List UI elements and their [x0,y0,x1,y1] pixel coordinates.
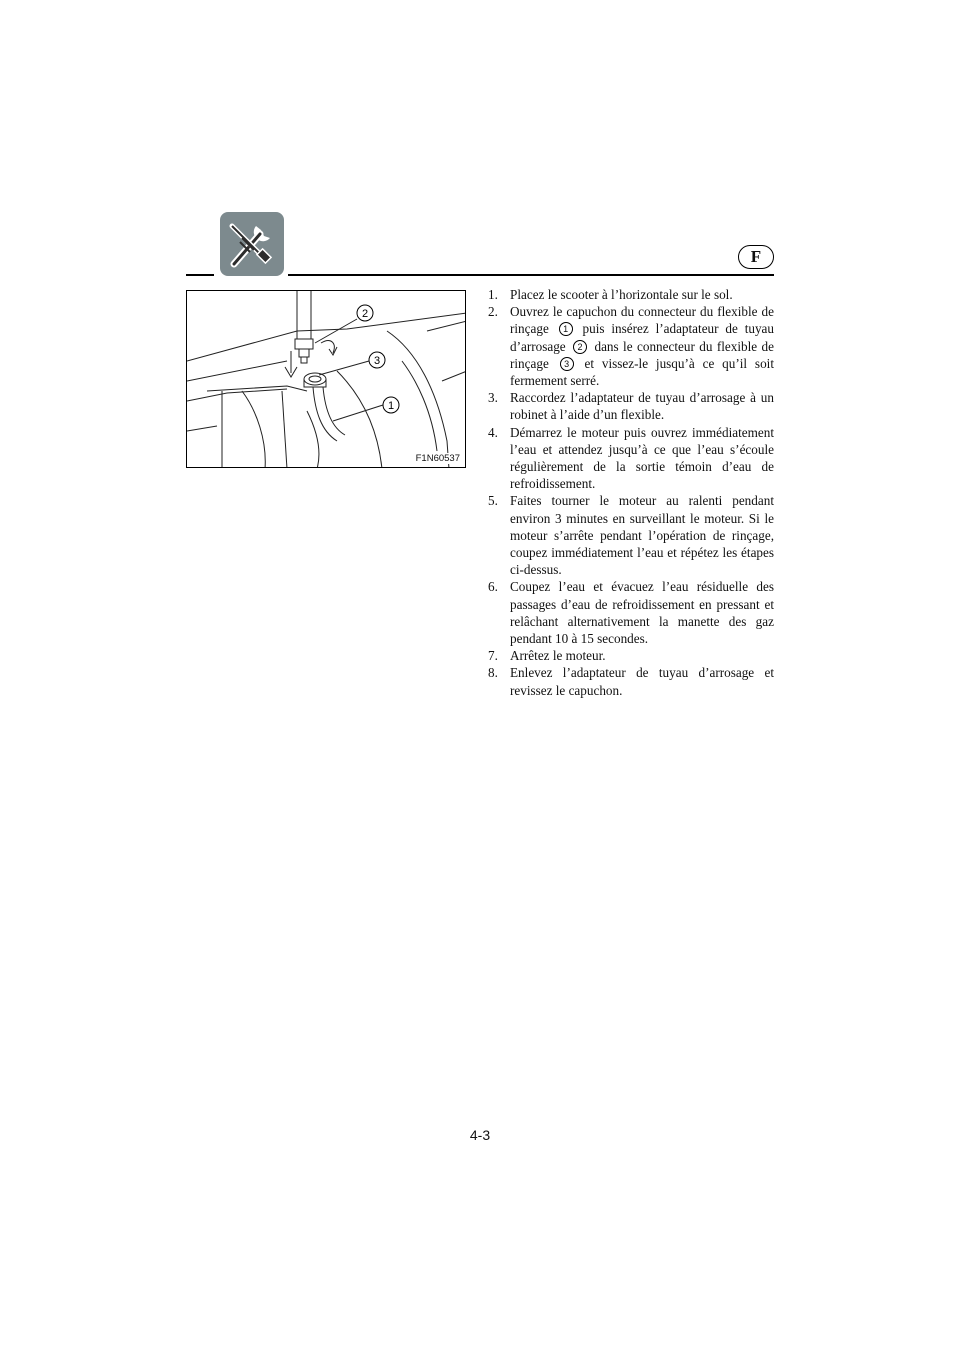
step-text: puis insérez l’adaptateur de tuyau d’arrosage [510,321,774,354]
step-number: 5. [488,493,498,509]
callout-reference: 1 [559,322,573,336]
procedure-step [488,664,774,698]
callout-1: 1 [387,400,395,412]
step-number: 6. [488,579,498,595]
procedure-step [488,303,774,389]
step-number: 7. [488,648,498,664]
step-text: Placez le scooter à l’horizontale sur le sol. [510,287,733,302]
step-number: 8. [488,665,498,681]
step-number: 2. [488,304,498,320]
callout-3: 3 [373,355,381,367]
step-number: 4. [488,424,498,440]
procedure-step [488,389,774,423]
step-text: Coupez l’eau et évacuez l’eau résiduelle des passages d’eau de refroidissement en pressant et relâchant alternativement la manette des gaz pendant 10 à 15 secondes. [510,579,774,647]
callout-2: 2 [361,308,369,320]
step-number: 3. [488,390,498,406]
callout-reference: 3 [560,357,574,371]
step-text: Enlevez l’adaptateur de tuyau d’arrosage et revissez le capuchon. [510,665,774,698]
language-badge: F [738,245,774,269]
procedure-step [488,578,774,647]
procedure-step [488,286,774,303]
procedure-step [488,424,774,493]
procedure-steps [488,286,774,699]
procedure-step [488,492,774,578]
step-text: et vissez-le jusqu’à ce qu’il soit fermement serré. [510,355,774,389]
figure-code: F1N60537 [415,453,460,464]
header-rule-left [186,274,214,276]
step-text: Raccordez l’adaptateur de tuyau d’arrosage à un robinet à l’aide d’un flexible. [510,390,774,423]
step-text: dans le connecteur du flexible de rinçage [510,338,774,371]
step-text: Démarrez le moteur puis ouvrez immédiatement l’eau et attendez jusqu’à ce que l’eau s’écoule régulièrement de la sortie témoin d’eau de refroidissement. [510,424,774,492]
procedure-step [488,647,774,664]
step-text: Faites tourner le moteur au ralenti pendant environ 3 minutes en surveillant le moteur. Si le moteur s’arrête pendant l’opération de rinçage, coupez immédiatement l’eau et répétez les étapes ci-dessus. [510,493,774,578]
step-number: 1. [488,287,498,302]
header-rule-right [288,274,774,276]
step-text: Arrêtez le moteur. [510,648,606,664]
page-number: 4-3 [469,1127,491,1143]
flushing-connector-illustration [186,290,466,468]
maintenance-tools-icon [220,212,284,276]
callout-reference: 2 [573,340,587,354]
step-text: Ouvrez le capuchon du connecteur du flexible de rinçage [510,304,774,337]
